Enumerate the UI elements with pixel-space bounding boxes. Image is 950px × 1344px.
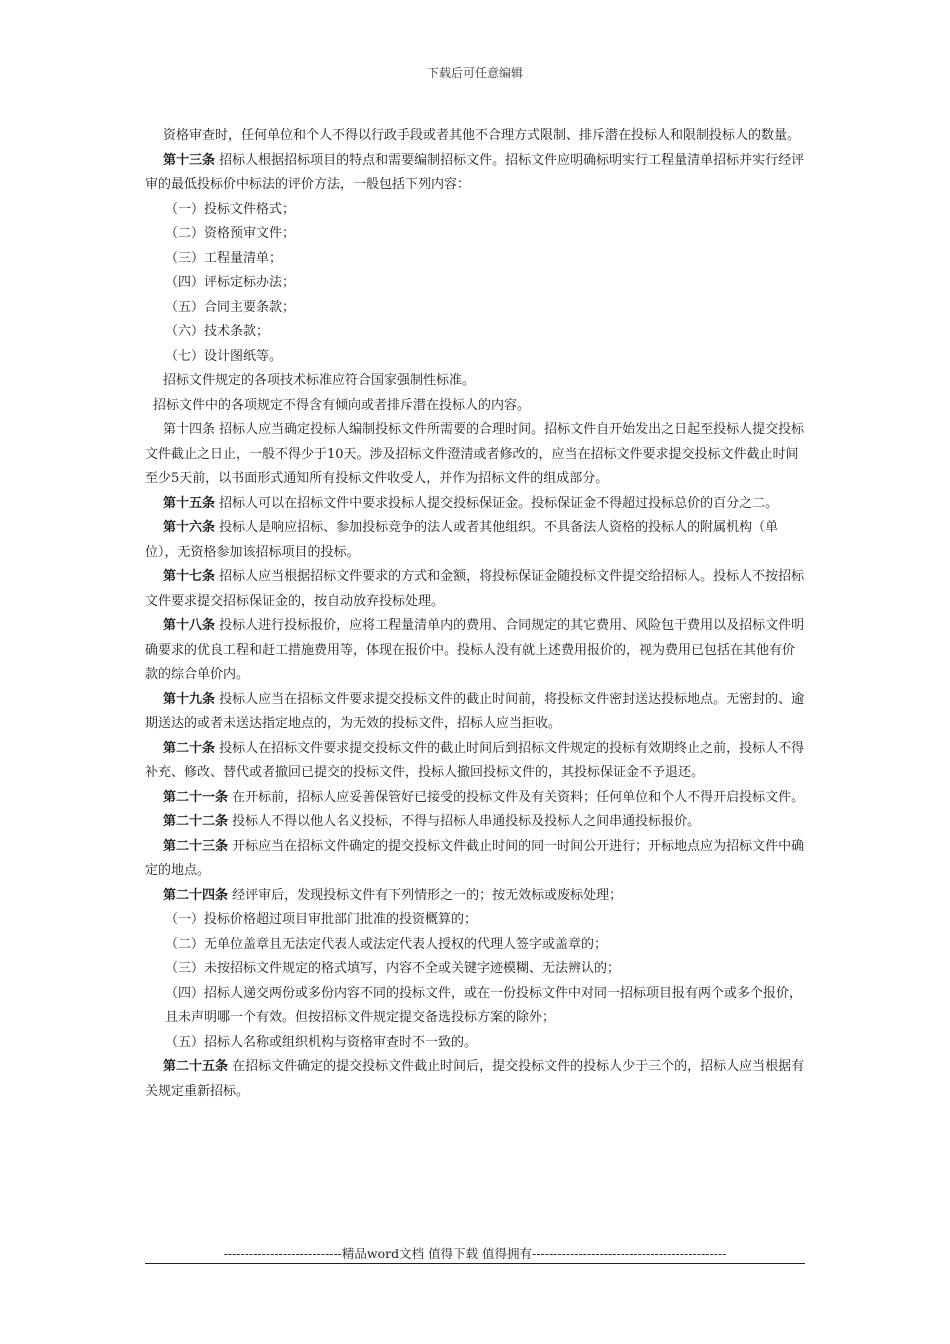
paragraph (145, 737, 805, 786)
paragraph-text: 招标人根据招标项目的特点和需要编制招标文件。招标文件应明确标明实行工程量清单招标并实行经评审的最低投标价中标法的评价方法，一般包括下列内容： (145, 152, 805, 192)
list-item (145, 198, 805, 223)
page-footer: ----------------------------精品word文档 值得下载 值得拥有---------------------------------------------- (223, 1246, 727, 1261)
paragraph-text: （一）投标文件格式； (165, 201, 296, 217)
paragraph (145, 394, 805, 419)
list-item (145, 908, 805, 933)
paragraph (145, 124, 805, 149)
paragraph (145, 516, 805, 565)
paragraph-text: （四）评标定标办法； (165, 275, 296, 290)
paragraph (145, 565, 805, 614)
paragraph-text: 开标应当在招标文件确定的提交投标文件截止时间的同一时间公开进行；开标地点应为招标文件中确定的地点。 (145, 838, 805, 878)
list-item (145, 222, 805, 247)
list-item (145, 247, 805, 272)
paragraph-text: 在招标文件确定的提交投标文件截止时间后，提交投标文件的投标人少于三个的，招标人应当根据有关规定重新招标。 (145, 1059, 805, 1099)
paragraph-text: （六）技术条款； (165, 324, 270, 339)
paragraph (145, 810, 805, 835)
document-body (145, 124, 805, 1104)
paragraph-text: 在开标前，招标人应妥善保管好已接受的投标文件及有关资料；任何单位和个人不得开启投标文件。 (228, 789, 805, 805)
article-number: 第十八条 (163, 618, 216, 633)
paragraph-text: 投标人在招标文件要求提交投标文件的截止时间后到招标文件规定的投标有效期终止之前，投标人不得补充、修改、替代或者撤回已提交的投标文件，投标人撤回投标文件的，其投标保证金不予退还。 (145, 740, 805, 780)
paragraph-text: 招标文件中的各项规定不得含有倾向或者排斥潜在投标人的内容。 (153, 397, 531, 413)
page-header: 下载后可任意编辑 (426, 66, 523, 80)
article-number: 第二十一条 (163, 789, 229, 805)
paragraph-text: （一）投标价格超过项目审批部门批准的投资概算的； (165, 912, 478, 927)
paragraph-text: 投标人是响应招标、参加投标竞争的法人或者其他组织。不具备法人资格的投标人的附属机构（单位），无资格参加该招标项目的投标。 (145, 520, 779, 560)
paragraph-text: 第十四条 招标人应当确定投标人编制投标文件所需要的合理时间。招标文件自开始发出之日起至投标人提交投标文件截止之日止，一般不得少于10天。涉及招标文件澄清或者修改的，应当在招标文件要求提交投标文件截止时间至少5天前，以书面形式通知所有投标文件收受人，并作为招标文件的组成部分。 (145, 422, 805, 486)
paragraph (145, 418, 805, 492)
article-number: 第十三条 (163, 152, 216, 168)
paragraph (145, 369, 805, 394)
paragraph-text: （四）招标人递交两份或多份内容不同的投标文件，或在一份投标文件中对同一招标项目报有两个或多个报价，且未声明哪一个有效。但按招标文件规定提交备选投标方案的除外； (165, 985, 803, 1025)
article-number: 第二十五条 (163, 1059, 229, 1074)
paragraph-text: 经评审后，发现投标文件有下列情形之一的；按无效标或废标处理； (228, 887, 623, 903)
list-item (145, 1031, 805, 1056)
article-number: 第二十条 (163, 740, 216, 756)
list-item (145, 296, 805, 321)
paragraph-text: （三）未按招标文件规定的格式填写，内容不全或关键字迹模糊、无法辨认的； (165, 961, 621, 976)
paragraph (145, 786, 805, 811)
paragraph (145, 492, 805, 517)
paragraph-text: （三）工程量清单； (165, 250, 283, 266)
list-item (145, 982, 805, 1031)
paragraph (145, 1055, 805, 1104)
paragraph (145, 688, 805, 737)
article-number: 第二十三条 (163, 838, 229, 854)
paragraph-text: 投标人不得以他人名义投标，不得与招标人串通投标及投标人之间串通投标报价。 (228, 814, 701, 829)
article-number: 第十六条 (163, 520, 216, 535)
list-item (145, 320, 805, 345)
paragraph-text: 资格审查时，任何单位和个人不得以行政手段或者其他不合理方式限制、排斥潜在投标人和限制投标人的数量。 (163, 128, 801, 143)
paragraph-text: （五）合同主要条款； (165, 299, 296, 315)
paragraph-text: （五）招标人名称或组织机构与资格审查时不一致的。 (165, 1034, 478, 1050)
list-item (145, 957, 805, 982)
footer-divider (145, 1263, 805, 1264)
paragraph-text: （二）无单位盖章且无法定代表人或法定代表人授权的代理人签字或盖章的； (165, 936, 608, 952)
article-number: 第十七条 (163, 569, 216, 584)
article-number: 第二十二条 (163, 814, 229, 829)
paragraph-text: 投标人应当在招标文件要求提交投标文件的截止时间前，将投标文件密封送达投标地点。无密封的、逾期送达的或者未送达指定地点的，为无效的投标文件，招标人应当拒收。 (145, 691, 805, 731)
paragraph-text: 招标人可以在招标文件中要求投标人提交投标保证金。投标保证金不得超过投标总价的百分之二。 (215, 495, 779, 511)
paragraph-text: （二）资格预审文件； (165, 226, 296, 241)
article-number: 第十九条 (163, 691, 216, 707)
paragraph-text: 招标人应当根据招标文件要求的方式和金额，将投标保证金随投标文件提交给招标人。投标人不按招标文件要求提交招标保证金的，按自动放弃投标处理。 (145, 569, 805, 609)
paragraph (145, 835, 805, 884)
article-number: 第十五条 (163, 495, 216, 511)
article-number: 第二十四条 (163, 887, 229, 903)
paragraph-text: 招标文件规定的各项技术标准应符合国家强制性标准。 (163, 373, 476, 388)
list-item (145, 345, 805, 370)
paragraph (145, 149, 805, 198)
list-item (145, 271, 805, 296)
list-item (145, 933, 805, 958)
paragraph (145, 884, 805, 909)
paragraph (145, 614, 805, 688)
paragraph-text: （七）设计图纸等。 (165, 348, 283, 364)
paragraph-text: 投标人进行投标报价，应将工程量清单内的费用、合同规定的其它费用、风险包干费用以及招标文件明确要求的优良工程和赶工措施费用等，体现在报价中。投标人没有就上述费用报价的，视为费用已包括在其他有价款的综合单价内。 (145, 618, 805, 682)
